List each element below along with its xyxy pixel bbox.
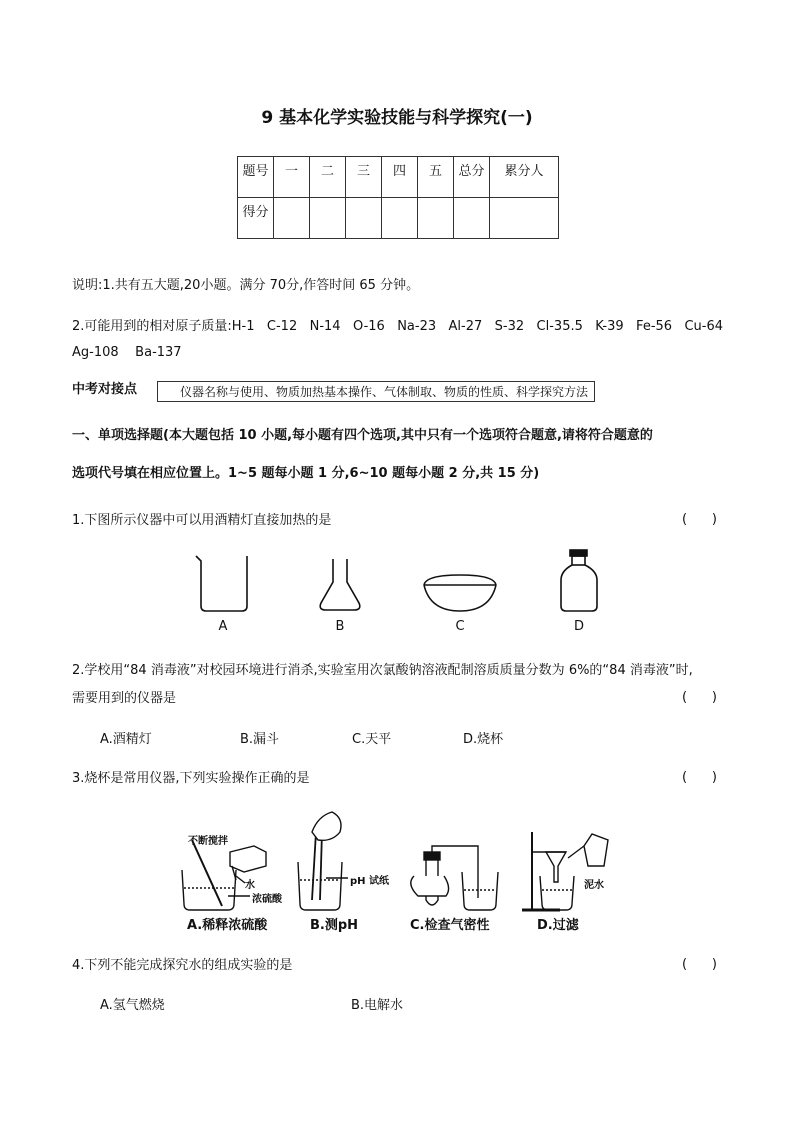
note-2-line-2: Ag-108 Ba-137 — [72, 345, 182, 360]
filtration-illustration — [522, 832, 608, 910]
page-title: 9 基本化学实验技能与科学探究(一) — [261, 108, 533, 128]
answer-blank[interactable]: ( ) — [682, 690, 717, 705]
label-muddy-water: 泥水 — [584, 880, 604, 891]
table-cell: 题号 — [238, 157, 274, 198]
table-cell: 总分 — [454, 157, 490, 198]
q2-option-a: A.酒精灯 — [100, 732, 152, 747]
table-cell: 得分 — [238, 198, 274, 239]
table-cell: 三 — [346, 157, 382, 198]
q3-caption-a: A.稀释浓硫酸 — [187, 918, 268, 933]
q2-option-c: C.天平 — [352, 732, 392, 747]
q1-option-label-a: A — [218, 619, 228, 634]
question-4-text: 4.下列不能完成探究水的组成实验的是 — [72, 958, 293, 973]
q1-option-label-c: C — [455, 619, 465, 634]
question-2-text-line-1: 2.学校用“84 消毒液”对校园环境进行消杀,实验室用次氯酸钠溶液配制溶质质量分数为 6%的“84 消毒液”时, — [72, 663, 693, 678]
note-1: 说明:1.共有五大题,20小题。满分 70分,作答时间 65 分钟。 — [72, 278, 420, 293]
table-cell: 累分人 — [490, 157, 559, 198]
note-2-line-1: 2.可能用到的相对原子质量:H-1 C-12 N-14 O-16 Na-23 Al-27 S-32 Cl-35.5 K-39 Fe-56 Cu-64 — [72, 319, 723, 334]
q3-caption-d: D.过滤 — [537, 918, 579, 933]
answer-blank[interactable]: ( ) — [682, 957, 717, 972]
q3-caption-c: C.检查气密性 — [410, 918, 490, 933]
question-2-text-line-2: 需要用到的仪器是 — [72, 691, 177, 706]
q2-option-d: D.烧杯 — [463, 732, 504, 747]
q3-caption-b: B.测pH — [310, 918, 359, 933]
table-cell: 二 — [310, 157, 346, 198]
q2-option-b: B.漏斗 — [240, 732, 280, 747]
ph-test-illustration — [298, 812, 348, 910]
answer-blank[interactable]: ( ) — [682, 770, 717, 785]
table-cell: 五 — [418, 157, 454, 198]
q1-option-label-b: B — [335, 619, 345, 634]
table-cell: 四 — [382, 157, 418, 198]
label-water: 水 — [245, 880, 255, 891]
exam-link-label: 中考对接点 — [72, 382, 138, 397]
answer-blank[interactable]: ( ) — [682, 512, 717, 527]
label-ph-paper: pH 试纸 — [350, 876, 390, 887]
airtightness-illustration — [411, 846, 498, 910]
section-1-heading-line-2: 选项代号填在相应位置上。1~5 题每小题 1 分,6~10 题每小题 2 分,共 15 分) — [72, 466, 540, 481]
q4-option-b: B.电解水 — [351, 998, 404, 1013]
label-stir: 不断搅拌 — [188, 836, 228, 847]
label-concentrated-acid: 浓硫酸 — [252, 894, 282, 905]
q4-option-a: A.氢气燃烧 — [100, 998, 165, 1013]
section-1-heading-line-1: 一、单项选择题(本大题包括 10 小题,每小题有四个选项,其中只有一个选项符合题意,请将符合题意的 — [72, 428, 653, 443]
exam-link-box: 仪器名称与使用、物质加热基本操作、气体制取、物质的性质、科学探究方法 — [157, 381, 595, 402]
table-cell: 一 — [274, 157, 310, 198]
question-3-text: 3.烧杯是常用仪器,下列实验操作正确的是 — [72, 771, 310, 786]
q1-option-label-d: D — [573, 619, 584, 634]
question-1-text: 1.下图所示仪器中可以用酒精灯直接加热的是 — [72, 513, 332, 528]
